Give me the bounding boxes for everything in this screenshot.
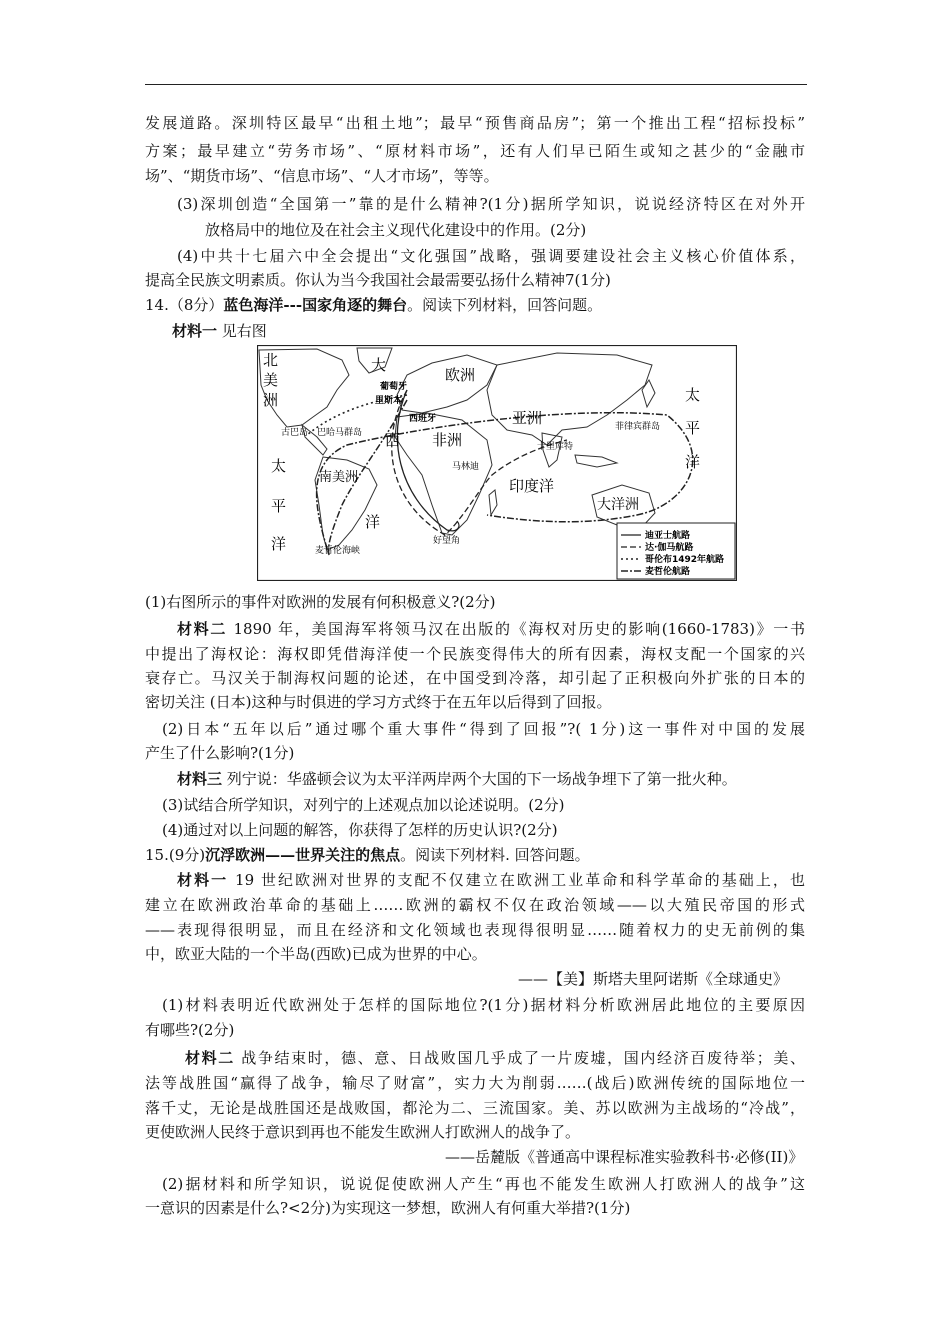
question-14-2-line1: (2)日本“五年以后”通过哪个重大事件“得到了回报”?( 1分)这一事件对中国的发展 — [162, 720, 805, 738]
question-13-4-line2: 提高全民族文明素质。你认为当今我国社会最需要弘扬什么精神7(1分) — [145, 271, 611, 289]
material-text: 19 世纪欧洲对世界的支配不仅建立在欧洲工业革命和科学革命的基础上，也 — [228, 871, 805, 889]
q15-material-2-line2: 法等战胜国“赢得了战争，输尽了财富”，实力大为削弱……(战后)欧洲传统的国际地位一 — [145, 1074, 805, 1092]
legend-item: 哥伦布1492年航路 — [645, 555, 725, 565]
question-15-2-line1: (2)据材料和所学知识，说说促使欧洲人产生“再也不能发生欧洲人打欧洲人的战争”这 — [162, 1175, 805, 1193]
q15-material-1-line1 — [177, 870, 805, 890]
map-label: 好望角 — [433, 536, 461, 546]
question-14-3: (3)试结合所学知识，对列宁的上述观点加以论述说明。(2分) — [162, 796, 565, 814]
map-label: 非洲 — [432, 431, 463, 449]
map-label: 洋 — [365, 513, 381, 531]
map-label: 马林迪 — [452, 462, 480, 472]
map-label: 欧洲 — [445, 366, 476, 384]
map-label: 亚洲 — [512, 409, 543, 427]
question-15-2-line2: 一意识的因素是什么?<2分)为实现这一梦想，欧洲人有何重大举措?(1分) — [145, 1199, 631, 1217]
question-15-1-line2: 有哪些?(2分) — [145, 1021, 235, 1039]
map-label: 太 — [685, 386, 701, 404]
map-label: 西 — [385, 431, 401, 449]
text-line: 方案；最早建立“劳务市场”、“原材料市场”，还有人们早已陌生或知之甚少的“金融市 — [145, 142, 805, 160]
text-line: 发展道路。深圳特区最早“出租土地”；最早“预售商品房”；第一个推出工程“招标投标” — [145, 114, 805, 132]
q15-material-2-source: ——岳麓版《普通高中课程标准实验教科书·必修(II)》 — [445, 1148, 804, 1166]
map-label: 卡里库特 — [537, 442, 574, 452]
question-13-3-line2: 放格局中的地位及在社会主义现代化建设中的作用。(2分) — [205, 221, 587, 239]
question-13-4-line1: (4)中共十七届六中全会提出“文化强国”战略，强调要建设社会主义核心价值体系， — [177, 247, 805, 265]
material-2-line1 — [177, 619, 805, 639]
material-text: 1890 年，美国海军将领马汉在出版的《海权对历史的影响(1660-1783)》一书 — [227, 620, 805, 638]
question-15-header — [145, 845, 590, 865]
q15-material-1-source: ——【美】斯塔夫里阿诺斯《全球通史》 — [518, 970, 789, 988]
material-2-line2: 中提出了海权论：海权即凭借海洋使一个民族变得伟大的所有因素，海权支配一个国家的兴 — [145, 645, 805, 663]
map-label: 平 — [271, 497, 287, 515]
material-label: 材料二 — [185, 1049, 235, 1067]
material-text: 见右图 — [217, 322, 267, 340]
question-14-1: (1)右图所示的事件对欧洲的发展有何积极意义?(2分) — [145, 593, 496, 611]
map-label: 大洋洲 — [597, 497, 639, 513]
map-label: 印度洋 — [509, 477, 555, 495]
q15-material-1-line4: 中，欧亚大陆的一个半岛(西欧)已成为世界的中心。 — [145, 945, 487, 963]
material-text: 列宁说：华盛顿会议为太平洋两岸两个大国的下一场战争埋下了第一批火种。 — [222, 770, 737, 788]
material-text: 战争结束时，德、意、日战败国几乎成了一片废墟，国内经济百废待举；美、 — [234, 1049, 805, 1067]
legend-item: 迪亚士航路 — [645, 531, 691, 541]
q15-material-1-line2: 建立在欧洲政治革命的基础上……欧洲的霸权不仅在政治领域——以大殖民帝国的形式 — [145, 896, 805, 914]
question-14-instruction: 。阅读下列材料，回答问题。 — [407, 296, 603, 314]
question-15-instruction: 。阅读下列材料. 回答问题。 — [400, 846, 590, 864]
material-1-intro — [172, 321, 267, 341]
material-label: 材料三 — [177, 770, 223, 788]
q15-material-2-line4: 更使欧洲人民终于意识到再也不能发生欧洲人打欧洲人的战争了。 — [145, 1123, 581, 1141]
map-label: 葡萄牙 — [380, 382, 408, 392]
map-label: 美 — [263, 371, 279, 389]
map-label: 大 — [371, 356, 387, 374]
header-rule — [145, 84, 807, 85]
question-14-title: 蓝色海洋---国家角逐的舞台 — [223, 296, 408, 314]
material-label: 材料一 — [177, 871, 229, 889]
map-label: 洲 — [263, 391, 279, 409]
map-label: 西班牙 — [409, 414, 437, 424]
map-label: 平 — [685, 419, 701, 437]
material-3 — [177, 769, 737, 789]
text-line: 场”、“期货市场”、“信息市场”、“人才市场”，等等。 — [145, 167, 499, 185]
map-label: 菲律宾群岛 — [615, 422, 661, 432]
question-13-3-line1: (3)深圳创造“全国第一”靠的是什么精神?(1分)据所学知识，说说经济特区在对外开 — [177, 195, 805, 213]
voyages-map — [257, 345, 737, 581]
q15-material-2-line1 — [185, 1048, 805, 1068]
material-label: 材料二 — [177, 620, 228, 638]
material-label: 材料一 — [172, 322, 218, 340]
map-label: 麦哲伦海峡 — [315, 546, 361, 556]
map-label: 古巴岛 — [281, 428, 309, 438]
question-15-number: 15.(9分) — [145, 846, 206, 864]
material-2-line3: 衰存亡。马汉关于制海权问题的论述，在中国受到冷落，却引起了正积极向外扩张的日本的 — [145, 669, 805, 687]
q15-material-1-line3: ——表现得很明显，而且在经济和文化领域也表现得很明显……随着权力的史无前例的集 — [145, 921, 805, 939]
question-15-1-line1: (1)材料表明近代欧洲处于怎样的国际地位?(1分)据材料分析欧洲居此地位的主要原因 — [162, 996, 805, 1014]
question-14-header — [145, 295, 602, 315]
map-label: 洋 — [271, 535, 287, 553]
question-14-4: (4)通过对以上问题的解答，你获得了怎样的历史认识?(2分) — [162, 821, 558, 839]
map-label: 洋 — [685, 453, 701, 471]
map-label: 南美洲 — [319, 470, 359, 485]
legend-item: 麦哲伦航路 — [645, 567, 691, 577]
question-14-2-line2: 产生了什么影响?(1分) — [145, 744, 295, 762]
map-label: 里斯本 — [375, 396, 403, 406]
material-2-line4: 密切关注 (日本)这种与时俱进的学习方式终于在五年以后得到了回报。 — [145, 693, 612, 711]
map-label: 巴哈马群岛 — [317, 428, 363, 438]
map-label: 太 — [271, 457, 287, 475]
map-label: 北 — [263, 351, 279, 369]
legend-item: 达·伽马航路 — [645, 543, 694, 553]
question-15-title: 沉浮欧洲——世界关注的焦点 — [205, 846, 401, 864]
question-14-number: 14.（8分） — [145, 296, 224, 314]
q15-material-2-line3: 落千丈，无论是战胜国还是战败国，都沦为二、三流国家。美、苏以欧洲为主战场的“冷战”， — [145, 1099, 805, 1117]
